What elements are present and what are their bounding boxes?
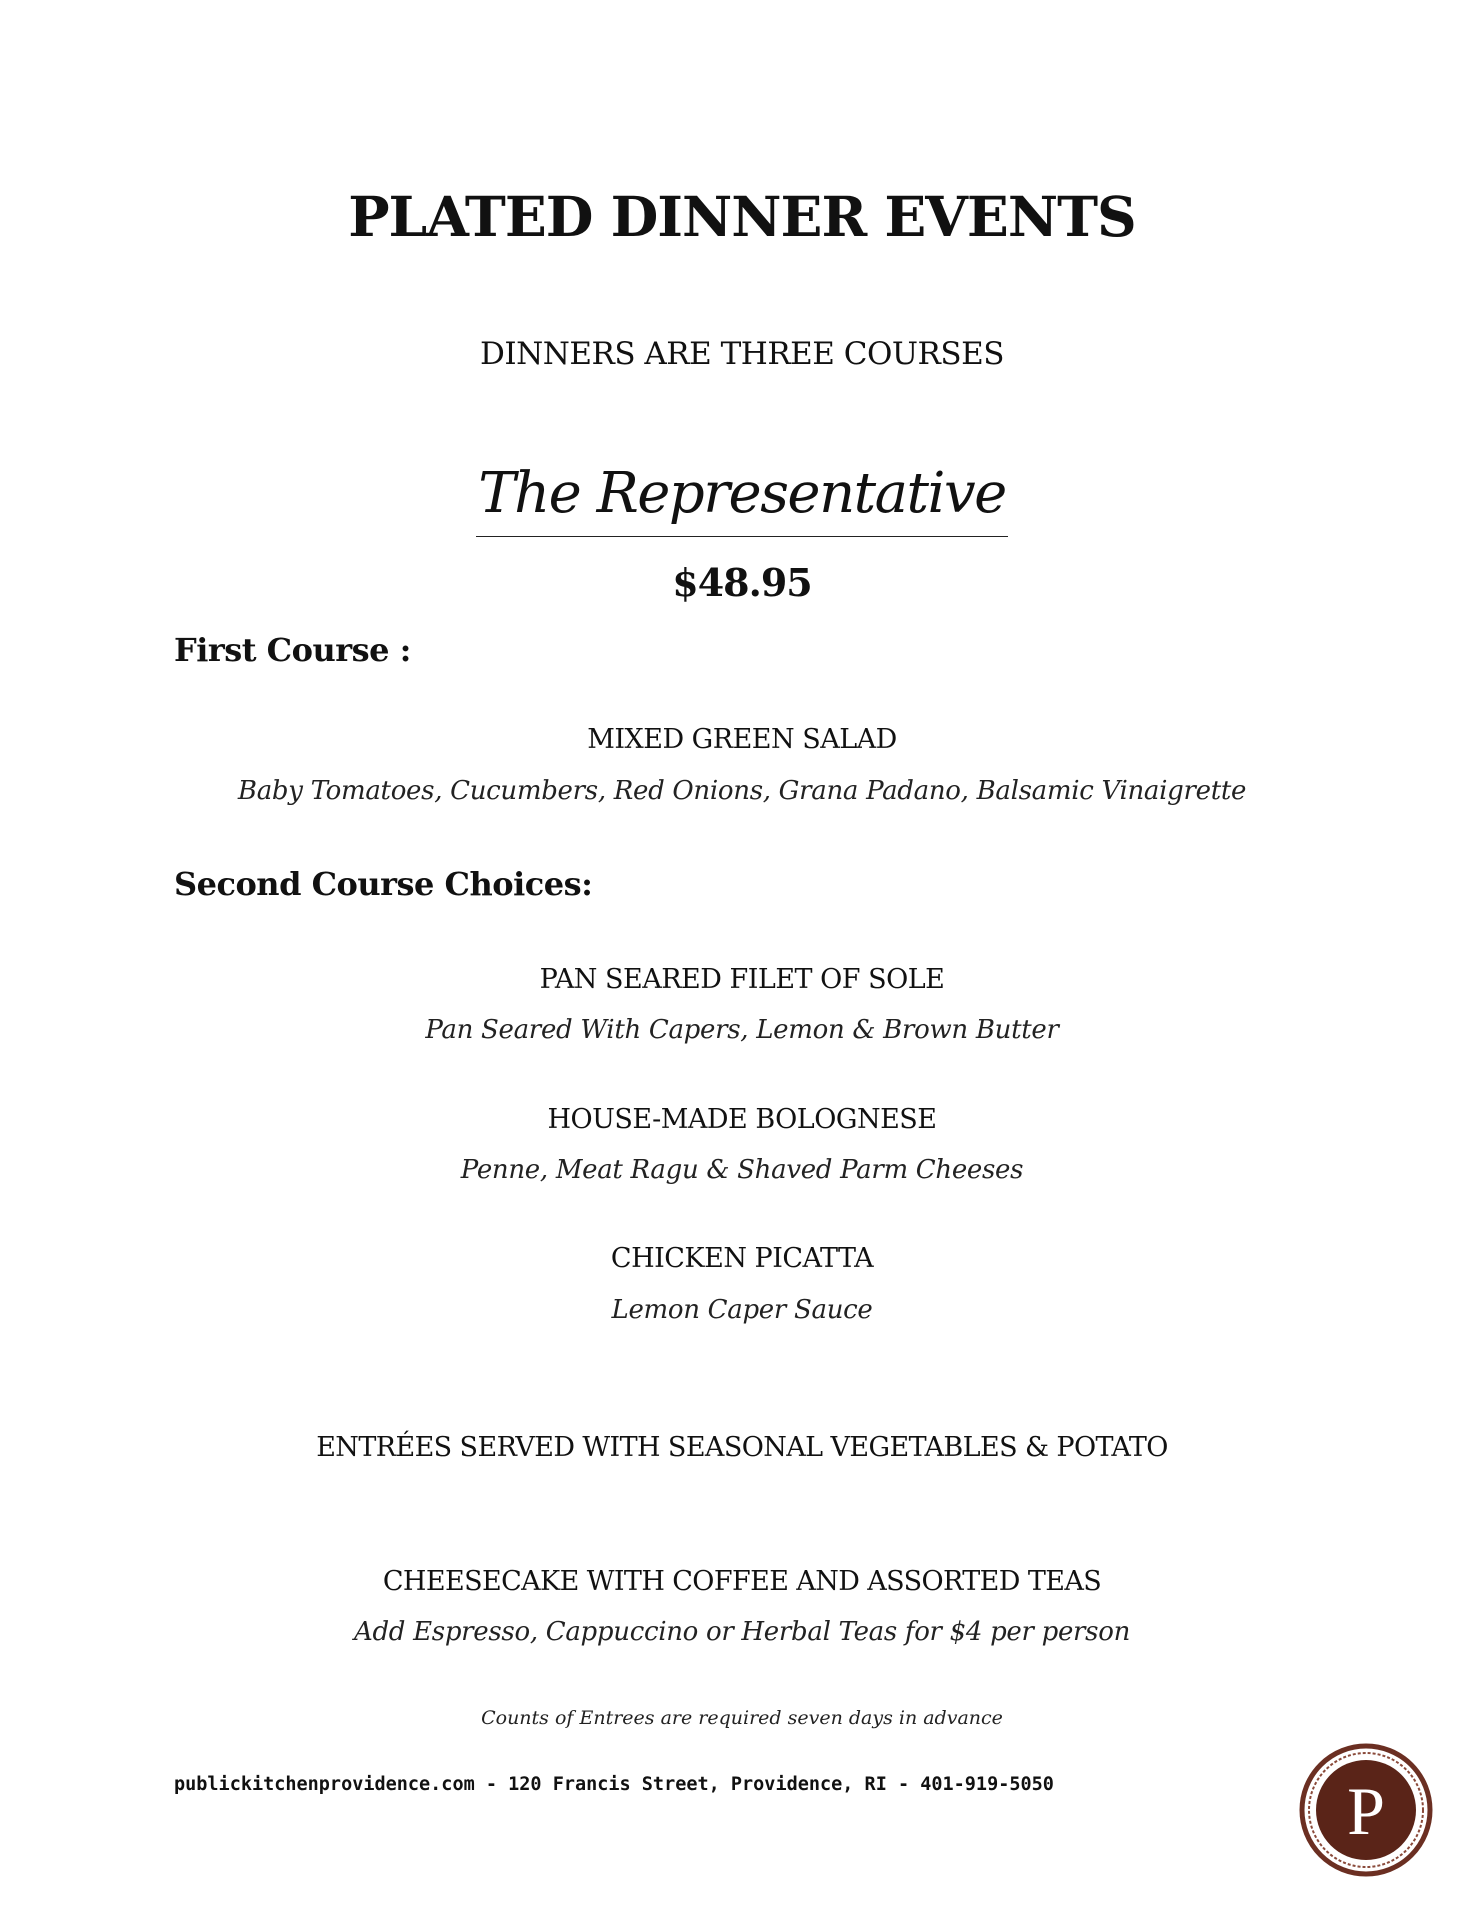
restaurant-logo [1298,1742,1434,1878]
dish-name: MIXED GREEN SALAD [587,724,897,755]
entrees-note: ENTRÉES SERVED WITH SEASONAL VEGETABLES & POTATO [316,1432,1168,1463]
first-course-heading: First Course : [174,631,411,669]
advance-note: Counts of Entrees are required seven days in advance [481,1707,1003,1729]
page-title: PLATED DINNER EVENTS [348,184,1136,249]
dish-description: Pan Seared With Capers, Lemon & Brown Butter [425,1015,1059,1045]
dish-name: HOUSE-MADE BOLOGNESE [547,1104,937,1135]
dish-description: Lemon Caper Sauce [611,1295,873,1325]
dish-description: Baby Tomatoes, Cucumbers, Red Onions, Grana Padano, Balsamic Vinaigrette [237,776,1247,806]
dessert-description: Add Espresso, Cappuccino or Herbal Teas for $4 per person [353,1617,1131,1647]
dish-name: CHICKEN PICATTA [610,1243,874,1274]
second-course-heading: Second Course Choices: [174,865,593,903]
page-subtitle: DINNERS ARE THREE COURSES [480,336,1004,372]
logo-letter: P [1347,1773,1385,1849]
package-name [0,458,1484,537]
package-name-text: The Representative [476,458,1007,537]
dessert-name: CHEESECAKE WITH COFFEE AND ASSORTED TEAS [382,1566,1102,1597]
dish-description: Penne, Meat Ragu & Shaved Parm Cheeses [460,1155,1024,1185]
footer-contact: publickitchenprovidence.com - 120 Francis Street, Providence, RI - 401-919-5050 [174,1774,1054,1795]
package-price: $48.95 [672,560,812,605]
dish-name: PAN SEARED FILET OF SOLE [539,964,945,995]
